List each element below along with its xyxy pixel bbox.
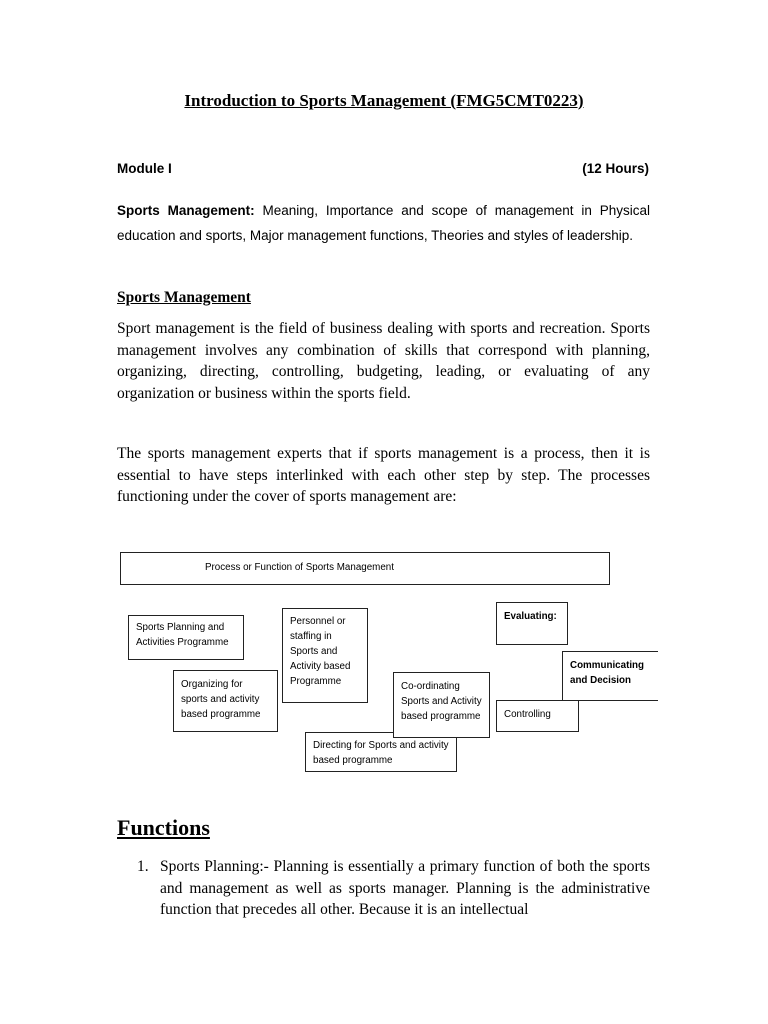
syllabus-summary: [117, 198, 650, 248]
module-label: Module I: [117, 161, 172, 176]
box-controlling: Controlling: [496, 700, 579, 732]
syllabus-text: Meaning, Importance and scope of management in Physical education and sports, Major management functions, Theories and styles of leadership.: [117, 203, 650, 243]
box-evaluating: Evaluating:: [496, 602, 568, 645]
box-coordinating: Co-ordinating Sports and Activity based programme: [393, 672, 490, 738]
box-directing: Directing for Sports and activity based programme: [305, 732, 457, 772]
list-item-planning: Sports Planning:- Planning is essentially a primary function of both the sports and management as well as sports manager. Planning is the administrative function that precedes all other. Because it is an intellectual: [160, 858, 650, 918]
syllabus-lead: Sports Management:: [117, 203, 255, 218]
box-personnel: Personnel or staffing in Sports and Activity based Programme: [282, 608, 368, 703]
diagram-header-box: Process or Function of Sports Management: [120, 552, 610, 585]
list-number: 1.: [137, 858, 149, 875]
paragraph-definition: Sport management is the field of business dealing with sports and recreation. Sports management involves any combination of skills that correspond with planning, organizing, directing, controlling, budgeting, leading, or evaluating of any organization or business within the sports field.: [117, 320, 650, 402]
module-hours: (12 Hours): [582, 161, 649, 176]
document-title: Introduction to Sports Management (FMG5CMT0223): [184, 91, 584, 110]
functions-heading: Functions: [117, 815, 210, 840]
paragraph-process: The sports management experts that if sports management is a process, then it is essential to have steps interlinked with each other step by step. The processes functioning under the cover of sports management are:: [117, 445, 650, 505]
box-planning: Sports Planning and Activities Programme: [128, 615, 244, 660]
section-heading: Sports Management: [117, 289, 251, 306]
box-organizing: Organizing for sports and activity based programme: [173, 670, 278, 732]
box-communicating: Communicating and Decision: [562, 651, 658, 701]
